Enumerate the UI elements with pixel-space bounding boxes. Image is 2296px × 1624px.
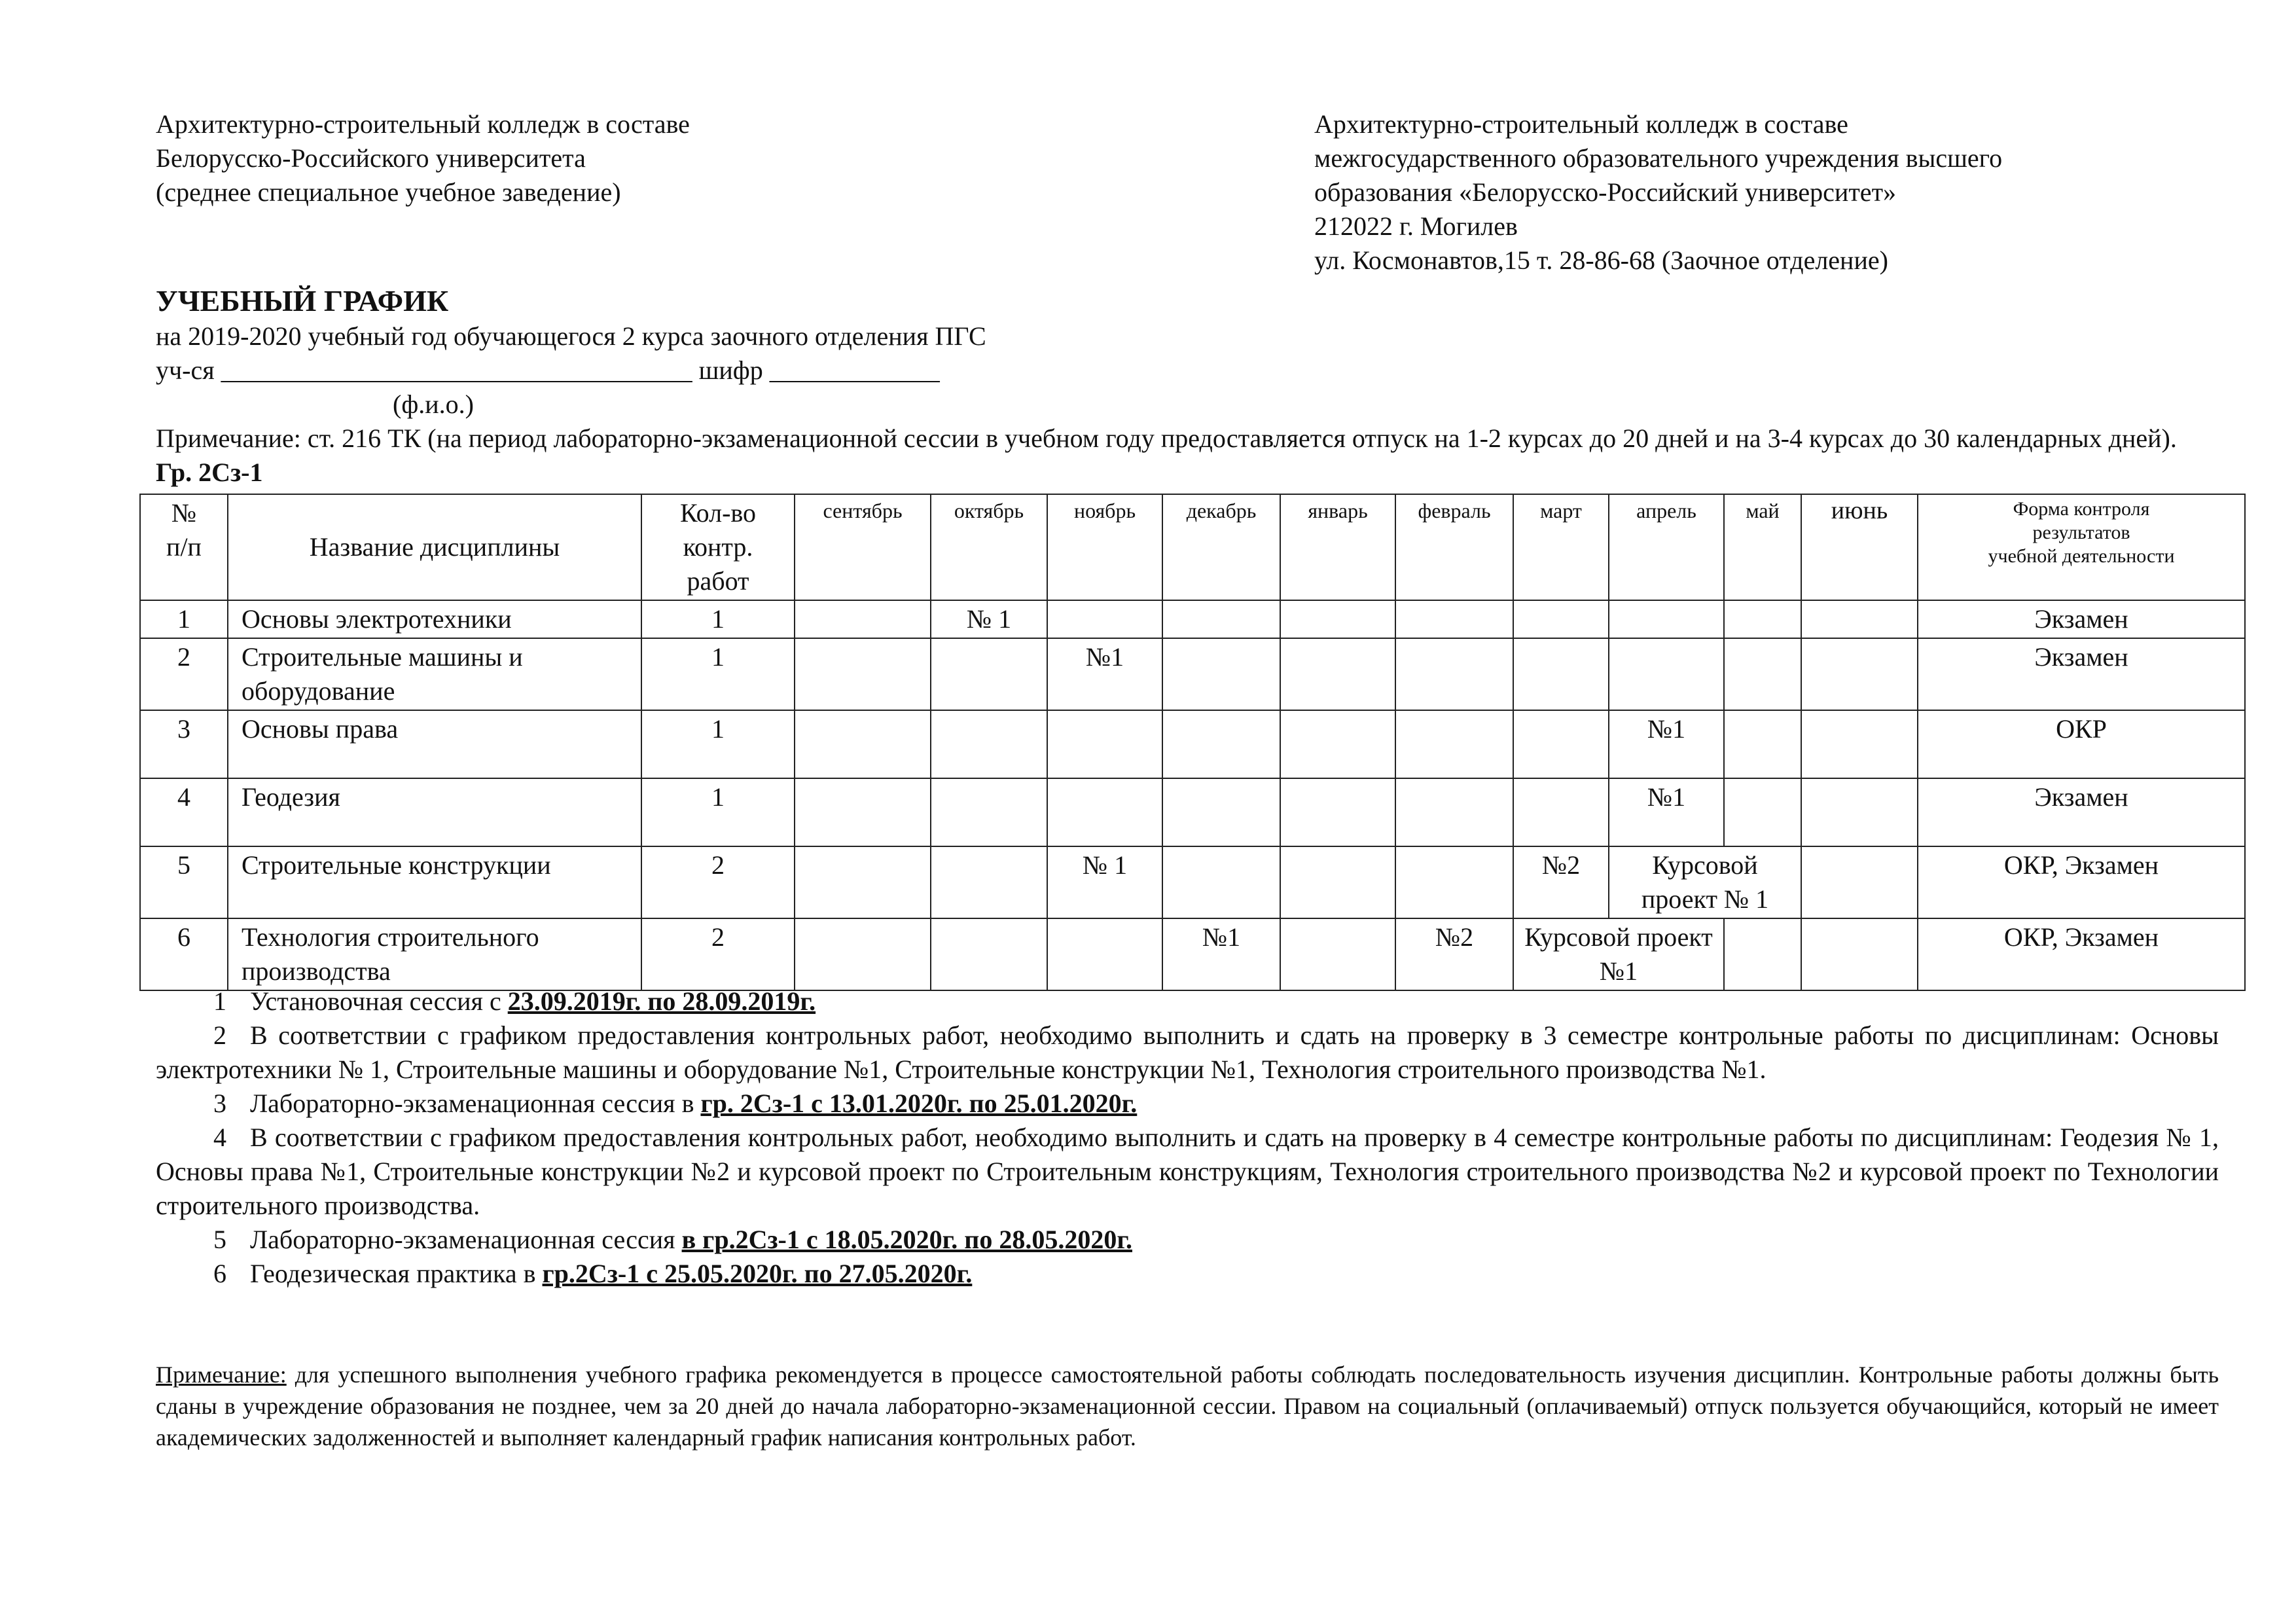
- table-row: [140, 846, 2245, 918]
- row-cell: [1801, 778, 1918, 846]
- row-cell: [1724, 778, 1801, 846]
- row-name: Геодезия: [228, 778, 641, 846]
- table-row: [140, 778, 2245, 846]
- row-cell: [1162, 846, 1280, 918]
- item-bold: в гр.2Сз-1 с 18.05.2020г. по 28.05.2020г.: [681, 1225, 1132, 1254]
- header-month-mar: март: [1513, 494, 1609, 600]
- list-item: [156, 1223, 2219, 1257]
- row-cell: [1395, 600, 1513, 638]
- document-subtitle: на 2019-2020 учебный год обучающегося 2 курса заочного отделения ПГС: [156, 321, 986, 351]
- row-num: 6: [140, 918, 228, 990]
- note-top-text: Примечание: ст. 216 ТК (на период лабораторно-экзаменационной сессии в учебном году предоставляется отпуск на 1-2 курсах до 20 дней и на 3-4 курсах до 30 календарных дней).: [156, 424, 2177, 453]
- row-cell: [1280, 918, 1395, 990]
- row-cell: [931, 846, 1047, 918]
- header-right-line-4: 212022 г. Могилев: [1314, 211, 1518, 241]
- row-cell: [931, 778, 1047, 846]
- item-bold: гр.2Сз-1 с 25.05.2020г. по 27.05.2020г.: [542, 1259, 973, 1288]
- row-cell: [1801, 918, 1918, 990]
- row-count: 1: [641, 638, 795, 710]
- header-count-2: контр.: [683, 532, 753, 562]
- row-cell: [1162, 600, 1280, 638]
- document-title: УЧЕБНЫЙ ГРАФИК: [156, 284, 449, 317]
- row-cell: [1513, 778, 1609, 846]
- row-num: 1: [140, 600, 228, 638]
- row-cell: [1280, 778, 1395, 846]
- header-form-3: учебной деятельности: [1988, 545, 2175, 567]
- row-num: 3: [140, 710, 228, 778]
- row-cell: [1513, 638, 1609, 710]
- header-month-feb: февраль: [1395, 494, 1513, 600]
- row-cell: [1395, 638, 1513, 710]
- row-cell: [795, 710, 931, 778]
- row-cell: №1: [1047, 638, 1162, 710]
- row-cell: №1: [1162, 918, 1280, 990]
- row-form: ОКР: [1918, 710, 2245, 778]
- row-count: 2: [641, 918, 795, 990]
- row-cell: [1280, 710, 1395, 778]
- row-cell: [1801, 600, 1918, 638]
- row-cell: [1513, 600, 1609, 638]
- header-left-line-1: Архитектурно-строительный колледж в составе: [156, 109, 690, 139]
- row-form: Экзамен: [1918, 638, 2245, 710]
- row-cell: [795, 638, 931, 710]
- item-text: Геодезическая практика в: [250, 1259, 543, 1288]
- header-right-line-3: образования «Белорусско-Российский университет»: [1314, 177, 1897, 207]
- row-count: 1: [641, 710, 795, 778]
- header-month-oct: октябрь: [931, 494, 1047, 600]
- row-num: 5: [140, 846, 228, 918]
- student-line: уч-ся ____________________________________ шифр _____________: [156, 355, 940, 385]
- header-left-line-3: (среднее специальное учебное заведение): [156, 177, 621, 207]
- row-cell: [1162, 710, 1280, 778]
- row-cell: [1724, 600, 1801, 638]
- list-item: [156, 1121, 2219, 1223]
- row-cell: [931, 638, 1047, 710]
- row-cell: [1280, 600, 1395, 638]
- row-cell: [1609, 638, 1724, 710]
- list-item: [156, 984, 2219, 1019]
- schedule-items: [156, 984, 2219, 1291]
- row-cell: [1162, 778, 1280, 846]
- row-form: ОКР, Экзамен: [1918, 918, 2245, 990]
- row-cell: [1609, 600, 1724, 638]
- row-cell: [1513, 710, 1609, 778]
- header-month-jun: июнь: [1801, 494, 1918, 600]
- row-cell: [1047, 918, 1162, 990]
- row-cell: [1395, 710, 1513, 778]
- row-name: Основы права: [228, 710, 641, 778]
- table-row: [140, 600, 2245, 638]
- row-cell: [1724, 710, 1801, 778]
- table-header-row: [140, 494, 2245, 600]
- header-count-1: Кол-во: [679, 498, 757, 528]
- row-cell: [795, 778, 931, 846]
- row-cell: [1280, 638, 1395, 710]
- row-cell: № 1: [1047, 846, 1162, 918]
- item-number: 5: [213, 1225, 226, 1254]
- row-cell: [1724, 638, 1801, 710]
- header-form-2: результатов: [2032, 522, 2130, 543]
- header-form-1: Форма контроля: [2013, 498, 2150, 520]
- item-text: В соответствии с графиком предоставления контрольных работ, необходимо выполнить и сдать на проверку в 3 семестре контрольные работы по дисциплинам: Основы электротехники № 1, Строительные машины и оборудование №1, Строительные конструкции №1, Технология строительного производства №1.: [156, 1020, 2219, 1084]
- header-month-jan: январь: [1280, 494, 1395, 600]
- row-num: 4: [140, 778, 228, 846]
- row-cell: [1395, 778, 1513, 846]
- row-cell: [1395, 846, 1513, 918]
- row-form: Экзамен: [1918, 778, 2245, 846]
- item-number: 4: [213, 1123, 226, 1152]
- row-name: Строительные машины и оборудование: [228, 638, 641, 710]
- item-text: Лабораторно-экзаменационная сессия: [250, 1225, 682, 1254]
- table-row: [140, 710, 2245, 778]
- header-left: [156, 107, 690, 209]
- header-right-line-1: Архитектурно-строительный колледж в составе: [1314, 109, 1848, 139]
- row-cell: №2: [1513, 846, 1609, 918]
- row-count: 1: [641, 600, 795, 638]
- note-bottom-label: Примечание:: [156, 1362, 287, 1388]
- row-cell: [1801, 846, 1918, 918]
- item-bold: гр. 2Сз-1 с 13.01.2020г. по 25.01.2020г.: [700, 1089, 1138, 1118]
- row-cell: [1047, 710, 1162, 778]
- row-cell: [1280, 846, 1395, 918]
- row-cell: № 1: [931, 600, 1047, 638]
- row-cell: №2: [1395, 918, 1513, 990]
- item-number: 3: [213, 1089, 226, 1118]
- header-month-may: май: [1724, 494, 1801, 600]
- list-item: [156, 1257, 2219, 1291]
- schedule-table: [139, 494, 2246, 991]
- table-row: [140, 918, 2245, 990]
- row-cell-course-project: Курсовой проект №1: [1513, 918, 1724, 990]
- row-cell-course-project: Курсовой проект № 1: [1609, 846, 1801, 918]
- item-number: 2: [213, 1020, 226, 1050]
- row-cell: [795, 600, 931, 638]
- header-left-line-2: Белорусско-Российского университета: [156, 143, 586, 173]
- header-num: [140, 494, 228, 600]
- row-cell: [931, 710, 1047, 778]
- item-text: Установочная сессия с: [250, 986, 508, 1016]
- note-bottom-text: для успешного выполнения учебного графика рекомендуется в процессе самостоятельной работы соблюдать последовательность изучения дисциплин. Контрольные работы должны быть сданы в учреждение образования не позднее, чем за 20 дней до начала лабораторно-экзаменационной сессии. Правом на социальный (оплачиваемый) отпуск пользуется обучающийся, который не имеет академических задолженностей и выполняет календарный график написания контрольных работ.: [156, 1362, 2219, 1451]
- item-number: 6: [213, 1259, 226, 1288]
- row-cell: [795, 846, 931, 918]
- list-item: [156, 1019, 2219, 1087]
- list-item: [156, 1087, 2219, 1121]
- header-num-1: №: [171, 498, 197, 528]
- row-name: Основы электротехники: [228, 600, 641, 638]
- group-label: Гр. 2Сз-1: [156, 458, 263, 487]
- table-row: [140, 638, 2245, 710]
- row-cell: [1047, 600, 1162, 638]
- header-count: [641, 494, 795, 600]
- row-form: ОКР, Экзамен: [1918, 846, 2245, 918]
- header-form: [1918, 494, 2245, 600]
- header-num-2: п/п: [166, 532, 202, 562]
- row-cell: №1: [1609, 778, 1724, 846]
- row-cell: №1: [1609, 710, 1724, 778]
- row-name: Строительные конструкции: [228, 846, 641, 918]
- row-cell: [1047, 778, 1162, 846]
- row-num: 2: [140, 638, 228, 710]
- row-count: 2: [641, 846, 795, 918]
- row-cell: [1724, 918, 1801, 990]
- row-cell: [1801, 638, 1918, 710]
- row-cell: [1801, 710, 1918, 778]
- item-number: 1: [213, 986, 226, 1016]
- row-cell: [795, 918, 931, 990]
- row-name: Технология строительного производства: [228, 918, 641, 990]
- item-bold: 23.09.2019г. по 28.09.2019г.: [507, 986, 816, 1016]
- header-right: [1314, 107, 2002, 278]
- header-name: Название дисциплины: [228, 494, 641, 600]
- header-right-line-2: межгосударственного образовательного учреждения высшего: [1314, 143, 2003, 173]
- note-top: [156, 422, 2211, 490]
- header-month-dec: декабрь: [1162, 494, 1280, 600]
- row-cell: [1162, 638, 1280, 710]
- header-month-nov: ноябрь: [1047, 494, 1162, 600]
- fio-caption: (ф.и.о.): [393, 389, 474, 419]
- row-form: Экзамен: [1918, 600, 2245, 638]
- item-text: Лабораторно-экзаменационная сессия в: [250, 1089, 701, 1118]
- header-count-3: работ: [687, 566, 749, 596]
- row-count: 1: [641, 778, 795, 846]
- header-right-line-5: ул. Космонавтов,15 т. 28-86-68 (Заочное отделение): [1314, 245, 1888, 275]
- header-month-apr: апрель: [1609, 494, 1724, 600]
- row-cell: [931, 918, 1047, 990]
- item-text: В соответствии с графиком предоставления контрольных работ, необходимо выполнить и сдать на проверку в 4 семестре контрольные работы по дисциплинам: Геодезия № 1, Основы права №1, Строительные конструкции №2 и курсовой проект по Строительным конструкциям, Технология строительного производства №2 и курсовой проект по Технологии строительного производства.: [156, 1123, 2219, 1220]
- header-month-sep: сентябрь: [795, 494, 931, 600]
- note-bottom: [156, 1359, 2219, 1453]
